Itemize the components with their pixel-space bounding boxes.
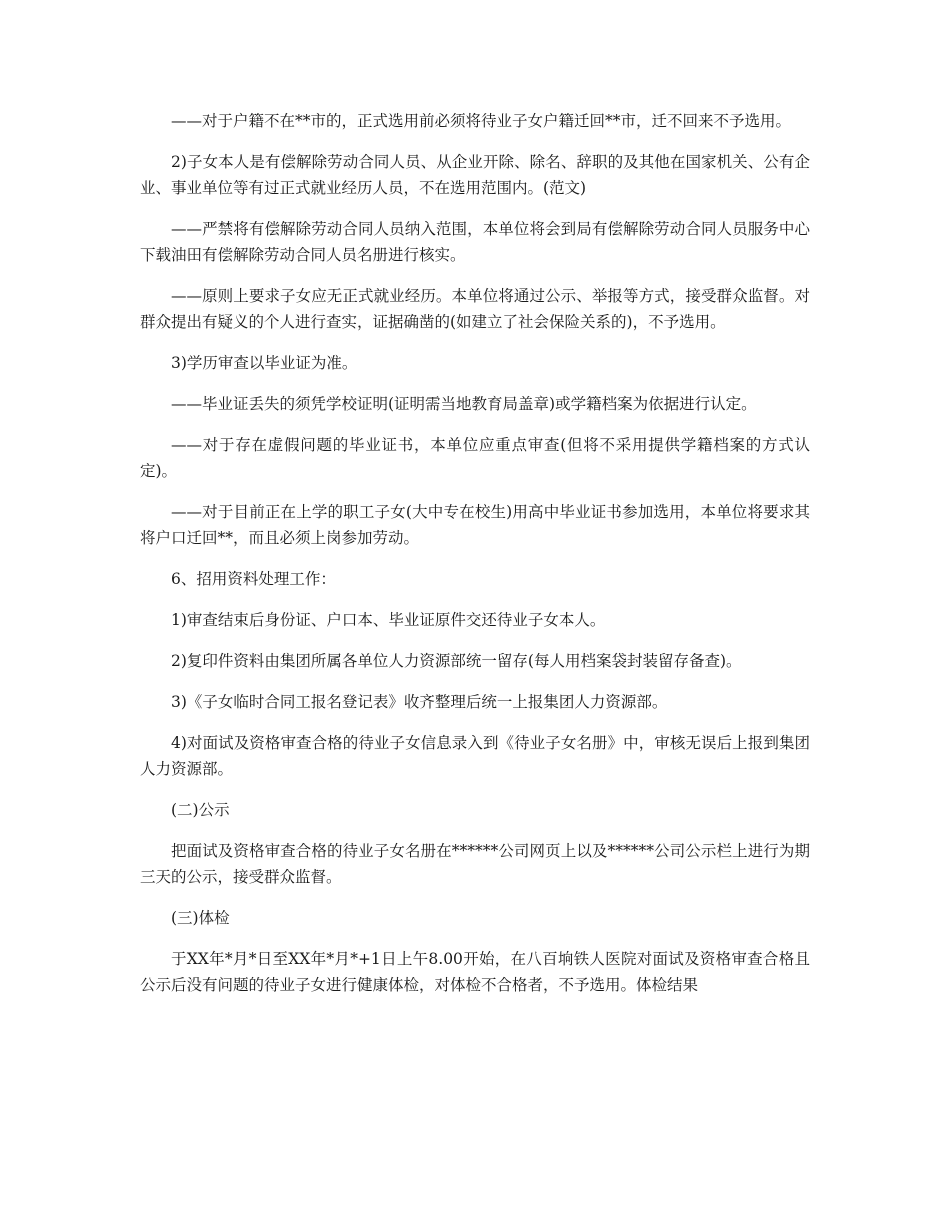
paragraph: 2)子女本人是有偿解除劳动合同人员、从企业开除、除名、辞职的及其他在国家机关、公有企业、事业单位等有过正式就业经历人员，不在选用范围内。(范文) xyxy=(140,153,810,197)
section-heading: 6、招用资料处理工作： xyxy=(171,570,336,588)
paragraph: ——对于户籍不在**市的，正式选用前必须将待业子女户籍迁回**市，迁不回来不予选用。 xyxy=(171,112,792,130)
paragraph: 2)复印件资料由集团所属各单位人力资源部统一留存(每人用档案袋封装留存备查)。 xyxy=(171,652,742,670)
paragraph: 1)审查结束后身份证、户口本、毕业证原件交还待业子女本人。 xyxy=(171,611,606,629)
paragraph: 3)《子女临时合同工报名登记表》收齐整理后统一上报集团人力资源部。 xyxy=(171,693,668,711)
paragraph: 把面试及资格审查合格的待业子女名册在******公司网页上以及******公司公示栏上进行为期三天的公示，接受群众监督。 xyxy=(140,842,810,886)
paragraph: ——对于目前正在上学的职工子女(大中专在校生)用高中毕业证书参加选用，本单位将要求其将户口迁回**，而且必须上岗参加劳动。 xyxy=(140,503,810,547)
paragraph: ——严禁将有偿解除劳动合同人员纳入范围，本单位将会到局有偿解除劳动合同人员服务中心下载油田有偿解除劳动合同人员名册进行核实。 xyxy=(140,220,810,264)
section-heading: (二)公示 xyxy=(171,801,230,819)
section-heading: (三)体检 xyxy=(171,909,230,927)
paragraph: ——对于存在虚假问题的毕业证书，本单位应重点审查(但将不采用提供学籍档案的方式认定)。 xyxy=(140,436,810,480)
paragraph: 于XX年*月*日至XX年*月*+1日上午8.00开始，在八百垧铁人医院对面试及资格审查合格且公示后没有问题的待业子女进行健康体检，对体检不合格者，不予选用。体检结果 xyxy=(140,950,810,994)
paragraph: 4)对面试及资格审查合格的待业子女信息录入到《待业子女名册》中，审核无误后上报到集团人力资源部。 xyxy=(140,734,810,778)
document-page xyxy=(140,108,810,1013)
paragraph: 3)学历审查以毕业证为准。 xyxy=(171,354,358,372)
paragraph: ——毕业证丢失的须凭学校证明(证明需当地教育局盖章)或学籍档案为依据进行认定。 xyxy=(171,395,757,413)
paragraph: ——原则上要求子女应无正式就业经历。本单位将通过公示、举报等方式，接受群众监督。对群众提出有疑义的个人进行查实，证据确凿的(如建立了社会保险关系的)，不予选用。 xyxy=(140,287,810,331)
